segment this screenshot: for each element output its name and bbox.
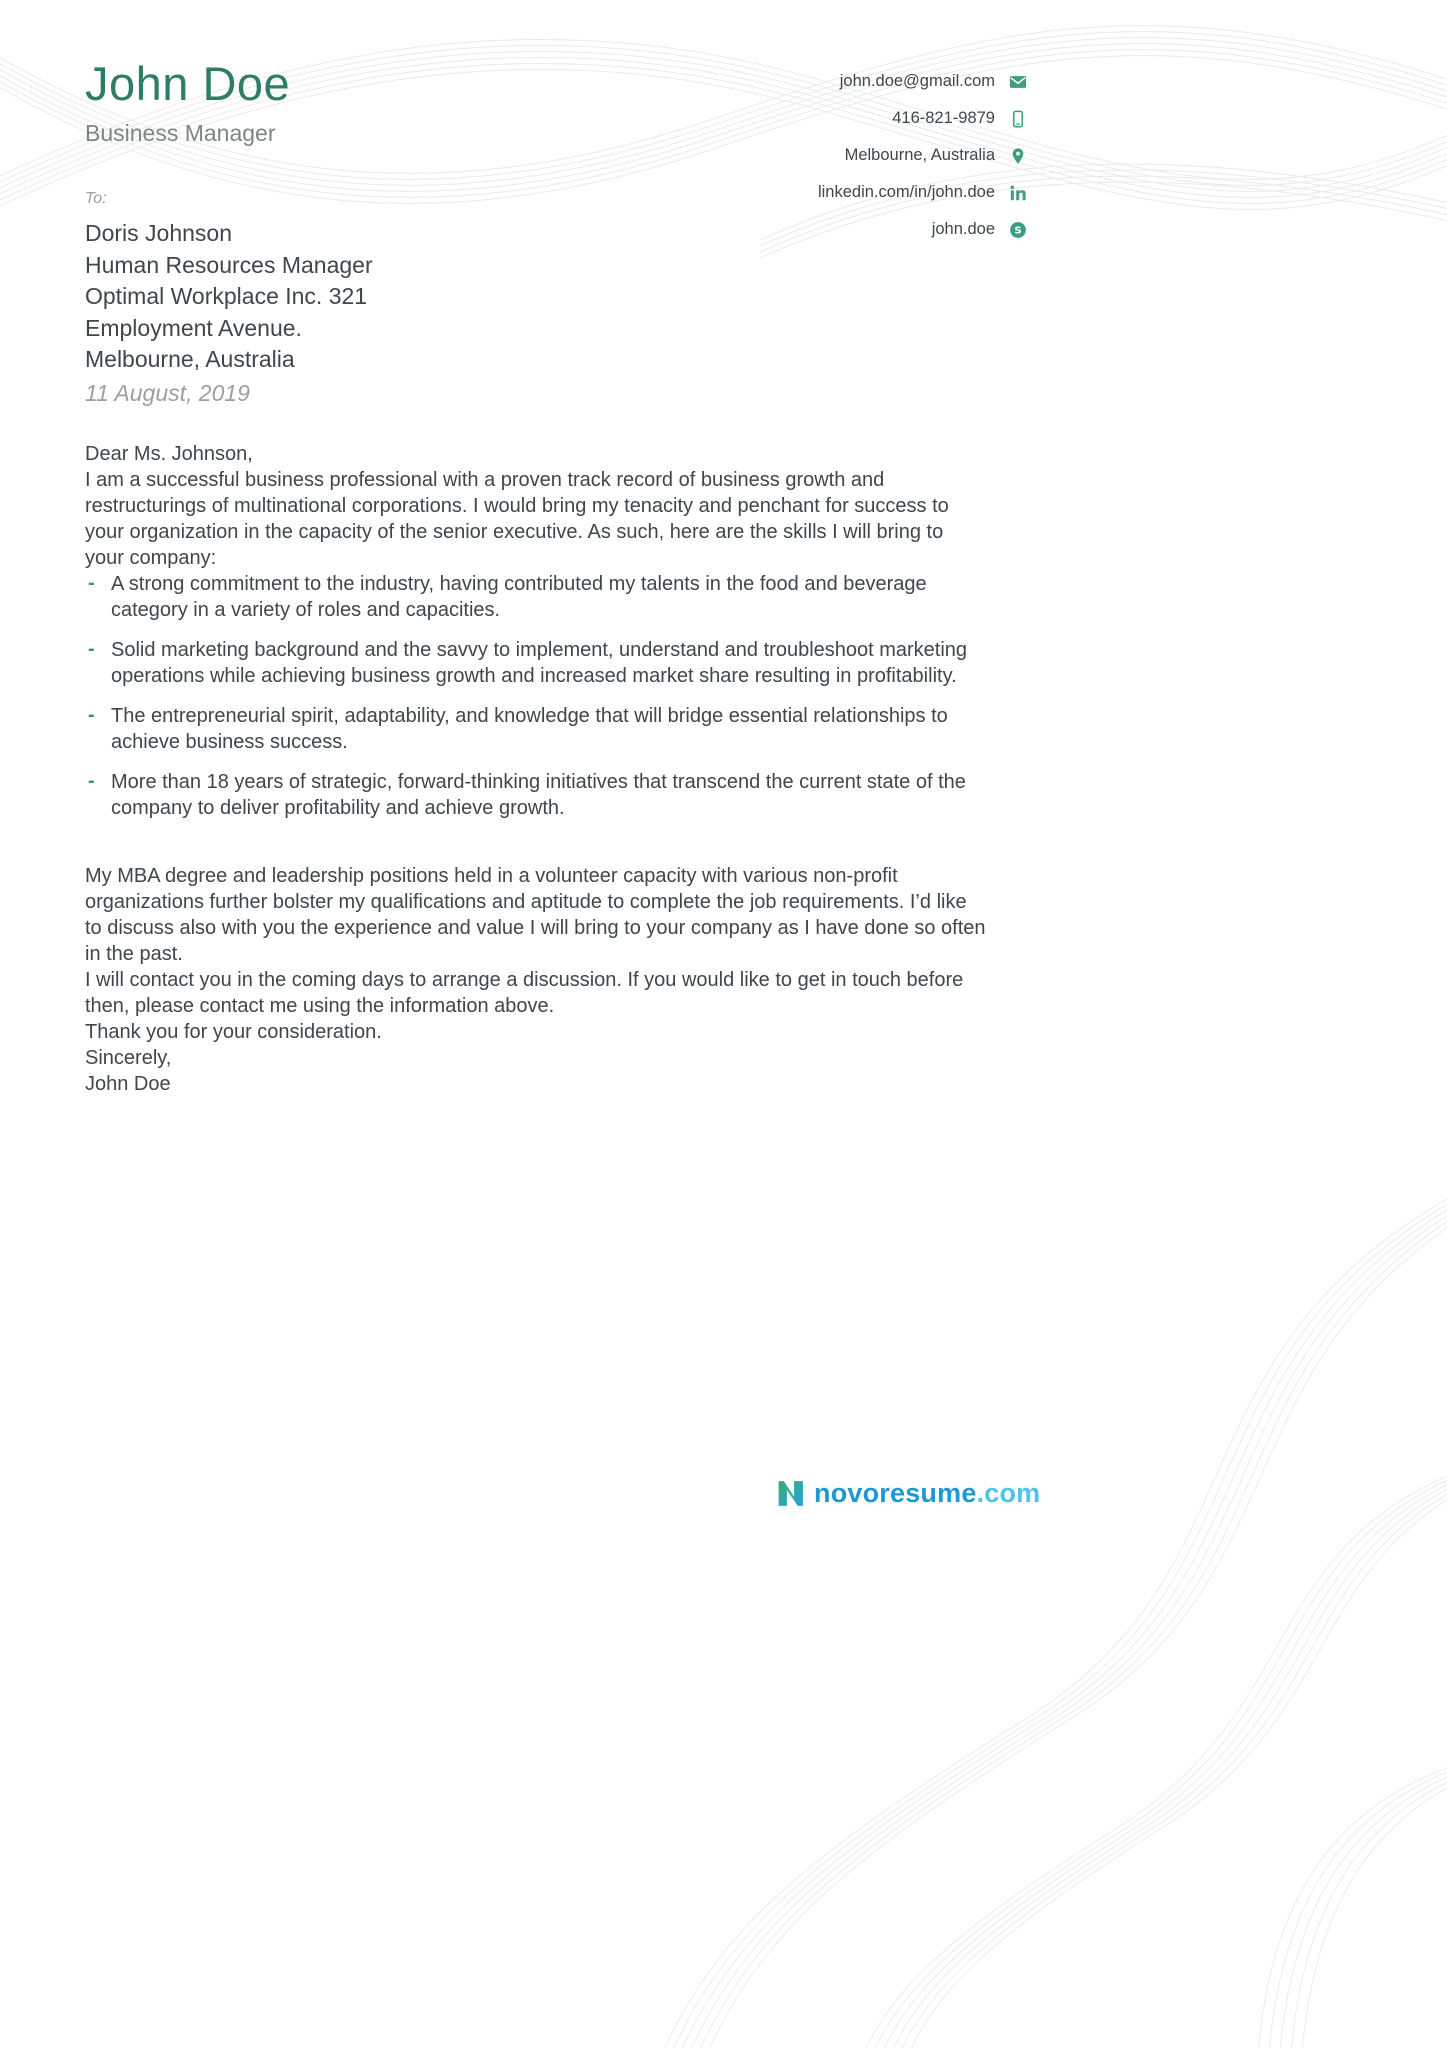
skill-bullet-text: The entrepreneurial spirit, adaptability, and knowledge that will bridge essential relationships to achieve business success.: [111, 705, 948, 753]
skill-bullet-text: More than 18 years of strategic, forward-thinking initiatives that transcend the current state of the company to deliver profitability and achieve growth.: [111, 771, 966, 819]
salutation: Dear Ms. Johnson,: [85, 443, 253, 465]
recipient-block: [85, 190, 373, 409]
body-paragraph: My MBA degree and leadership positions held in a volunteer capacity with various non-profit organizations further bolster my qualifications and aptitude to complete the job requirements. I’d like to discuss also with you the experience and value I will bring to your company as I have done so often in the past.: [85, 865, 986, 965]
contact-phone-row: [892, 107, 1027, 130]
contact-skype-row: [932, 218, 1027, 241]
letter-header: [85, 56, 290, 147]
skill-bullet: [85, 571, 987, 623]
recipient-title: Human Resources Manager: [85, 251, 373, 278]
contact-phone-value: 416-821-9879: [892, 109, 995, 127]
bullet-dash-icon: [88, 636, 95, 662]
novoresume-n-icon: [775, 1478, 806, 1509]
skype-icon: [1009, 221, 1027, 239]
person-name: John Doe: [85, 57, 291, 110]
skill-bullet: [85, 703, 987, 755]
skill-bullet: [85, 637, 987, 689]
brand-name: [814, 1478, 1040, 1509]
contact-skype-value: john.doe: [931, 220, 995, 238]
contact-linkedin-value: linkedin.com/in/john.doe: [817, 183, 995, 201]
contact-location-row: [845, 144, 1027, 167]
intro-paragraph: I am a successful business professional with a proven track record of business growth and restructurings of multinational corporations. I would bring my tenacity and penchant for success to your organization in the capacity of the senior executive. As such, here are the skills I will bring to your company:: [85, 469, 949, 569]
thanks-line: Thank you for your consideration.: [85, 1021, 382, 1043]
contact-linkedin-row: [818, 181, 1027, 204]
contact-info-block: [818, 70, 1027, 241]
phone-icon: [1009, 110, 1027, 128]
letter-body: [85, 441, 987, 1097]
linkedin-icon: [1009, 184, 1027, 202]
bullet-dash-icon: [88, 702, 95, 728]
svg-text:S: S: [1014, 225, 1022, 237]
skill-bullet: [85, 769, 987, 821]
brand-name-text: novoresume: [814, 1478, 977, 1508]
to-label: To:: [85, 190, 107, 207]
contact-email-value: john.doe@gmail.com: [839, 72, 995, 90]
contact-location-value: Melbourne, Australia: [844, 146, 995, 164]
letter-date: 11 August, 2019: [85, 379, 250, 406]
decorative-waves-bottom: [567, 1168, 1447, 2048]
signature-name: John Doe: [85, 1073, 171, 1095]
skill-bullet-text: Solid marketing background and the savvy to implement, understand and troubleshoot marketing operations while achieving business growth and increased market share resulting in profitability.: [111, 639, 968, 687]
person-job-title: Business Manager: [85, 120, 276, 146]
closing-word: Sincerely,: [85, 1047, 172, 1069]
brand-suffix-text: .com: [976, 1478, 1041, 1508]
body-paragraph: I will contact you in the coming days to arrange a discussion. If you would like to get in touch before then, please contact me using the information above.: [85, 969, 964, 1017]
recipient-city: Melbourne, Australia: [85, 346, 295, 372]
recipient-company: Optimal Workplace Inc. 321: [85, 283, 368, 309]
novoresume-logo: [775, 1478, 1040, 1509]
closing-block: [85, 1045, 987, 1097]
recipient-address: Employment Avenue.: [85, 314, 302, 341]
contact-email-row: [840, 70, 1027, 93]
skill-bullet-text: A strong commitment to the industry, having contributed my talents in the food and beverage category in a variety of roles and capacities.: [111, 573, 927, 621]
bullet-dash-icon: [88, 768, 95, 794]
location-icon: [1009, 147, 1027, 165]
skills-list: [85, 571, 987, 821]
email-icon: [1009, 73, 1027, 91]
recipient-name: Doris Johnson: [85, 220, 233, 246]
bullet-dash-icon: [88, 570, 95, 596]
